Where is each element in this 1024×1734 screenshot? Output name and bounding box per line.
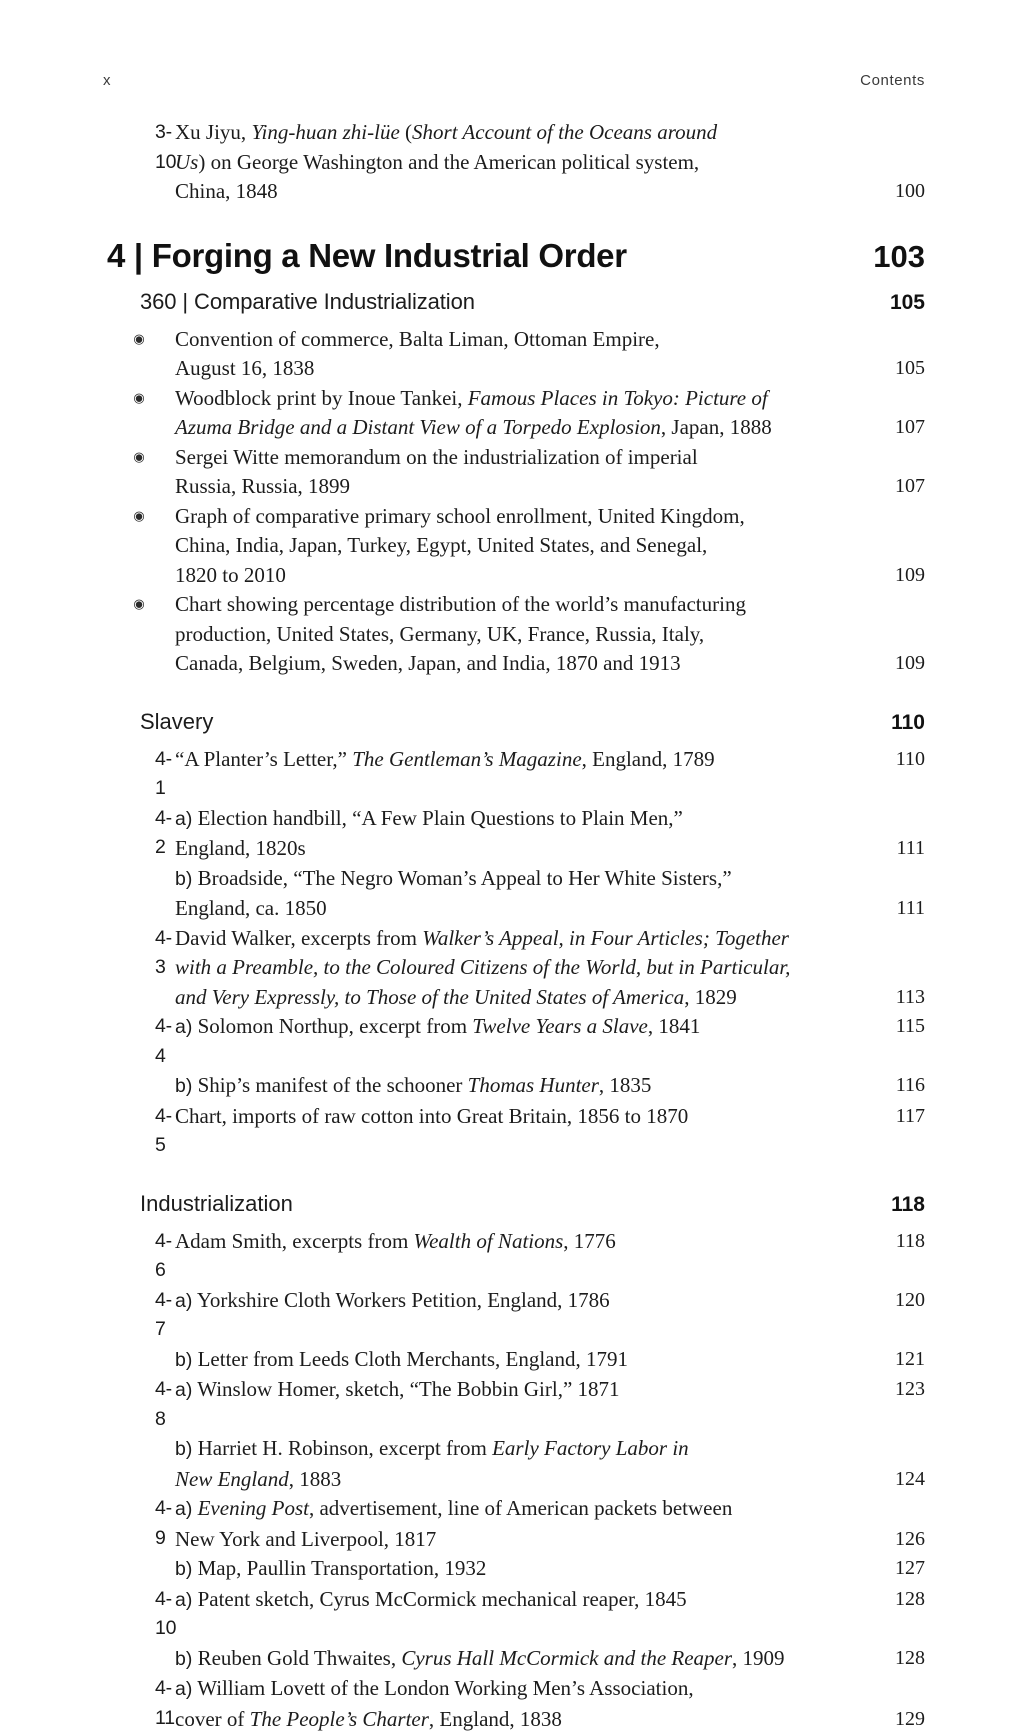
entry-line: [175, 1585, 839, 1616]
toc-entry-row[interactable]: [103, 1644, 925, 1675]
entry-text: Sergei Witte memorandum on the industrialization of imperial: [175, 445, 698, 469]
section-title: 360 | Comparative Industrialization: [140, 289, 475, 315]
entry-description: [175, 590, 851, 679]
entry-page-number: 120: [851, 1286, 925, 1316]
bullet-icon: [103, 325, 175, 357]
italic-title: Cyrus Hall McCormick and the Reaper: [401, 1646, 732, 1670]
toc-entry-row[interactable]: [103, 1345, 925, 1376]
entry-text: Canada, Belgium, Sweden, Japan, and India, 1870 and 1913: [175, 651, 681, 675]
toc-entry-row[interactable]: [103, 1286, 925, 1345]
chapter-title: 4 | Forging a New Industrial Order: [107, 237, 627, 275]
entry-text: Xu Jiyu,: [175, 120, 251, 144]
entry-number: 4-10: [103, 1585, 175, 1644]
entry-line: [175, 953, 839, 983]
toc-entry-row[interactable]: [103, 1585, 925, 1644]
entry-page-number: 124: [851, 1465, 925, 1495]
italic-title: Wealth of Nations: [414, 1229, 564, 1253]
entry-line: [175, 1465, 839, 1495]
bullet-glyph-icon: ◉: [133, 443, 144, 473]
entry-text: , Japan, 1888: [661, 415, 772, 439]
entry-line: [175, 1227, 839, 1257]
entry-description: [175, 1102, 851, 1132]
sub-item-marker: a): [175, 1290, 192, 1312]
entry-text: production, United States, Germany, UK, France, Russia, Italy,: [175, 622, 704, 646]
entry-line: [175, 118, 839, 148]
italic-title: Thomas Hunter: [468, 1073, 599, 1097]
entry-line: [175, 472, 839, 502]
italic-title: Short Account of the Oceans around: [412, 120, 717, 144]
entry-text: Adam Smith, excerpts from: [175, 1229, 414, 1253]
entry-number: 4-3: [103, 924, 175, 983]
italic-title: Us: [175, 150, 198, 174]
entry-text: (: [405, 120, 412, 144]
entry-text: Solomon Northup, excerpt from: [192, 1014, 472, 1038]
toc-entry-row[interactable]: [103, 1375, 925, 1434]
italic-title: Early Factory Labor in: [492, 1436, 689, 1460]
subsection-heading[interactable]: [103, 1191, 925, 1217]
chapter-page-number: 103: [851, 239, 925, 275]
entry-line: [175, 1375, 839, 1406]
toc-entry-row[interactable]: [103, 1227, 925, 1286]
entry-page-number: 128: [851, 1644, 925, 1674]
entry-line: [175, 413, 839, 443]
entry-text: August 16, 1838: [175, 356, 314, 380]
toc-entry-row[interactable]: [103, 1102, 925, 1161]
entry-number: 4-1: [103, 745, 175, 804]
entry-page-number: 100: [851, 177, 925, 207]
entry-text: , England, 1789: [582, 747, 715, 771]
entry-description: [175, 1071, 851, 1102]
entry-page-number: 110: [851, 745, 925, 775]
toc-entry-row[interactable]: [103, 924, 925, 1013]
entry-line: [175, 443, 839, 473]
entry-page-number: 111: [851, 834, 925, 864]
section-page-number: 105: [851, 291, 925, 315]
italic-title: The Gentleman’s Magazine: [352, 747, 581, 771]
entry-description: [175, 1345, 851, 1376]
entry-page-number: 105: [851, 354, 925, 384]
entry-page-number: 107: [851, 472, 925, 502]
entry-description: [175, 1227, 851, 1257]
entry-text: , 1835: [599, 1073, 652, 1097]
entry-description: [175, 804, 851, 864]
entry-line: [175, 804, 839, 835]
entry-line: [175, 620, 839, 650]
sub-item-marker: b): [175, 1438, 192, 1460]
entry-line: [175, 148, 839, 178]
italic-title: Evening Post: [198, 1496, 309, 1520]
bullet-glyph-icon: ◉: [133, 325, 144, 355]
entry-line: [175, 924, 839, 954]
entry-description: [175, 1494, 851, 1554]
sub-item-marker: b): [175, 1349, 192, 1371]
entry-text: Map, Paullin Transportation, 1932: [192, 1556, 486, 1580]
entry-description: [175, 384, 851, 443]
entry-page-number: 126: [851, 1525, 925, 1555]
entry-text: Patent sketch, Cyrus McCormick mechanical reaper, 1845: [192, 1587, 686, 1611]
entry-page-number: 127: [851, 1554, 925, 1584]
italic-title: with a Preamble, to the Coloured Citizens of the World, but in Particular,: [175, 955, 790, 979]
entry-text: Harriet H. Robinson, excerpt from: [192, 1436, 492, 1460]
entry-text: Reuben Gold Thwaites,: [192, 1646, 401, 1670]
entry-page-number: 118: [851, 1227, 925, 1257]
toc-bullet-row[interactable]: [103, 384, 925, 443]
entry-text: Election handbill, “A Few Plain Questions to Plain Men,”: [192, 806, 683, 830]
entry-line: [175, 1012, 839, 1043]
subsection-title: Slavery: [140, 709, 213, 735]
toc-content: [103, 118, 925, 1734]
entry-line: [175, 745, 839, 775]
bullet-icon: [103, 502, 175, 534]
toc-entry-row[interactable]: [103, 1071, 925, 1102]
entry-description: [175, 1286, 851, 1317]
bullet-glyph-icon: ◉: [133, 384, 144, 414]
entry-number: 3-10: [103, 118, 175, 177]
entry-line: [175, 864, 839, 895]
entry-text: Convention of commerce, Balta Liman, Ottoman Empire,: [175, 327, 660, 351]
entry-text: , advertisement, line of American packets between: [309, 1496, 732, 1520]
entry-description: [175, 745, 851, 775]
entry-text: China, 1848: [175, 179, 278, 203]
entry-line: [175, 1071, 839, 1102]
entry-text: Ship’s manifest of the schooner: [192, 1073, 467, 1097]
carryover-entry-slot: [103, 118, 925, 207]
entry-text: , 1776: [563, 1229, 616, 1253]
entry-text: England, ca. 1850: [175, 896, 327, 920]
italic-title: New England: [175, 1467, 289, 1491]
entry-description: [175, 1585, 851, 1616]
subsection-entry-list: [103, 745, 925, 1161]
entry-page-number: 115: [851, 1012, 925, 1042]
toc-entry-row[interactable]: [103, 1012, 925, 1071]
entry-page-number: 123: [851, 1375, 925, 1405]
toc-bullet-row[interactable]: [103, 443, 925, 502]
italic-title: Azuma Bridge and a Distant View of a Torpedo Explosion: [175, 415, 661, 439]
bullet-glyph-icon: ◉: [133, 590, 144, 620]
entry-description: [175, 864, 851, 924]
entry-description: [175, 1012, 851, 1043]
subsection-heading[interactable]: [103, 709, 925, 735]
toc-entry-row[interactable]: [103, 1494, 925, 1554]
sub-item-marker: b): [175, 1075, 192, 1097]
subsection-page-number: 110: [851, 711, 925, 735]
entry-line: [175, 649, 839, 679]
toc-entry-row[interactable]: [103, 864, 925, 924]
entry-number: 4-11: [103, 1674, 175, 1733]
entry-text: Russia, Russia, 1899: [175, 474, 350, 498]
page-folio: x: [103, 72, 111, 89]
entry-page-number: 121: [851, 1345, 925, 1375]
entry-line: [175, 1286, 839, 1317]
sub-item-marker: b): [175, 868, 192, 890]
italic-title: and Very Expressly, to Those of the United States of America: [175, 985, 684, 1009]
subsection-list: [103, 709, 925, 1734]
section-bullet-list: [103, 325, 925, 679]
entry-page-number: 116: [851, 1071, 925, 1101]
italic-title: Famous Places in Tokyo: Picture of: [468, 386, 768, 410]
entry-line: [175, 983, 839, 1013]
entry-text: , 1909: [732, 1646, 785, 1670]
entry-text: Graph of comparative primary school enrollment, United Kingdom,: [175, 504, 745, 528]
bullet-icon: [103, 590, 175, 622]
entry-description: [175, 924, 851, 1013]
toc-entry-row[interactable]: [103, 118, 925, 207]
entry-text: China, India, Japan, Turkey, Egypt, United States, and Senegal,: [175, 533, 707, 557]
entry-page-number: 107: [851, 413, 925, 443]
subsection-page-number: 118: [851, 1193, 925, 1217]
sub-item-marker: a): [175, 1379, 192, 1401]
entry-description: [175, 1674, 851, 1734]
entry-description: [175, 443, 851, 502]
entry-text: William Lovett of the London Working Men’s Association,: [192, 1676, 693, 1700]
entry-number: 4-2: [103, 804, 175, 863]
entry-text: Chart showing percentage distribution of the world’s manufacturing: [175, 592, 746, 616]
entry-line: [175, 1345, 839, 1376]
toc-entry-row[interactable]: [103, 1674, 925, 1734]
entry-page-number: 128: [851, 1585, 925, 1615]
toc-bullet-row[interactable]: [103, 325, 925, 384]
subsection-title: Industrialization: [140, 1191, 293, 1217]
entry-line: [175, 177, 839, 207]
entry-line: [175, 590, 839, 620]
entry-line: [175, 1705, 839, 1734]
entry-line: [175, 894, 839, 924]
section-heading[interactable]: [103, 289, 925, 315]
italic-title: Walker’s Appeal, in Four Articles; Together: [422, 926, 789, 950]
entry-line: [175, 1525, 839, 1555]
entry-line: [175, 1554, 839, 1585]
entry-text: Broadside, “The Negro Woman’s Appeal to Her White Sisters,”: [192, 866, 731, 890]
entry-number: 4-6: [103, 1227, 175, 1286]
bullet-glyph-icon: ◉: [133, 502, 144, 532]
entry-number: 4-4: [103, 1012, 175, 1071]
entry-number: 4-7: [103, 1286, 175, 1345]
entry-description: [175, 325, 851, 384]
entry-page-number: 129: [851, 1705, 925, 1734]
toc-bullet-row[interactable]: [103, 502, 925, 591]
sub-item-marker: a): [175, 1678, 192, 1700]
sub-item-marker: a): [175, 1498, 192, 1520]
entry-description: [175, 1375, 851, 1406]
toc-entry-row[interactable]: [103, 745, 925, 804]
entry-description: [175, 502, 851, 591]
entry-page-number: 113: [851, 983, 925, 1013]
entry-description: [175, 1554, 851, 1585]
italic-title: Twelve Years a Slave: [472, 1014, 648, 1038]
entry-line: [175, 1102, 839, 1132]
running-head-title: Contents: [860, 72, 925, 89]
entry-text: Winslow Homer, sketch, “The Bobbin Girl,” 1871: [192, 1377, 619, 1401]
italic-title: Ying-huan zhi-lüe: [251, 120, 405, 144]
entry-line: [175, 834, 839, 864]
entry-page-number: 109: [851, 649, 925, 679]
subsection-entry-list: [103, 1227, 925, 1734]
toc-entry-row[interactable]: [103, 1434, 925, 1494]
bullet-icon: [103, 443, 175, 475]
toc-entry-row[interactable]: [103, 804, 925, 864]
entry-text: Woodblock print by Inoue Tankei,: [175, 386, 468, 410]
entry-text: cover of: [175, 1707, 250, 1731]
entry-line: [175, 531, 839, 561]
entry-text: ) on George Washington and the American political system,: [198, 150, 699, 174]
entry-text: , 1841: [648, 1014, 701, 1038]
entry-number: 4-9: [103, 1494, 175, 1553]
entry-text: Letter from Leeds Cloth Merchants, England, 1791: [192, 1347, 628, 1371]
entry-page-number: 109: [851, 561, 925, 591]
entry-page-number: 117: [851, 1102, 925, 1132]
entry-line: [175, 384, 839, 414]
sub-item-marker: b): [175, 1648, 192, 1670]
bullet-icon: [103, 384, 175, 416]
entry-line: [175, 561, 839, 591]
entry-line: [175, 354, 839, 384]
sub-item-marker: b): [175, 1558, 192, 1580]
running-head: [103, 72, 925, 89]
entry-line: [175, 1494, 839, 1525]
sub-item-marker: a): [175, 808, 192, 830]
entry-line: [175, 502, 839, 532]
entry-line: [175, 1434, 839, 1465]
entry-page-number: 111: [851, 894, 925, 924]
entry-text: , 1829: [684, 985, 737, 1009]
sub-item-marker: a): [175, 1016, 192, 1038]
entry-text: England, 1820s: [175, 836, 306, 860]
italic-title: The People’s Charter: [250, 1707, 429, 1731]
entry-text: David Walker, excerpts from: [175, 926, 422, 950]
entry-number: 4-8: [103, 1375, 175, 1434]
entry-text: , 1883: [289, 1467, 342, 1491]
entry-line: [175, 1674, 839, 1705]
entry-number: 4-5: [103, 1102, 175, 1161]
entry-description: [175, 118, 851, 207]
entry-line: [175, 1644, 839, 1675]
entry-text: Yorkshire Cloth Workers Petition, England, 1786: [192, 1288, 609, 1312]
chapter-heading[interactable]: [103, 237, 925, 275]
entry-text: “A Planter’s Letter,”: [175, 747, 352, 771]
toc-bullet-row[interactable]: [103, 590, 925, 679]
entry-text: 1820 to 2010: [175, 563, 286, 587]
sub-item-marker: a): [175, 1589, 192, 1611]
toc-entry-row[interactable]: [103, 1554, 925, 1585]
entry-text: , England, 1838: [429, 1707, 562, 1731]
entry-line: [175, 325, 839, 355]
entry-description: [175, 1644, 851, 1675]
entry-description: [175, 1434, 851, 1494]
entry-text: Chart, imports of raw cotton into Great Britain, 1856 to 1870: [175, 1104, 688, 1128]
entry-text: New York and Liverpool, 1817: [175, 1527, 436, 1551]
